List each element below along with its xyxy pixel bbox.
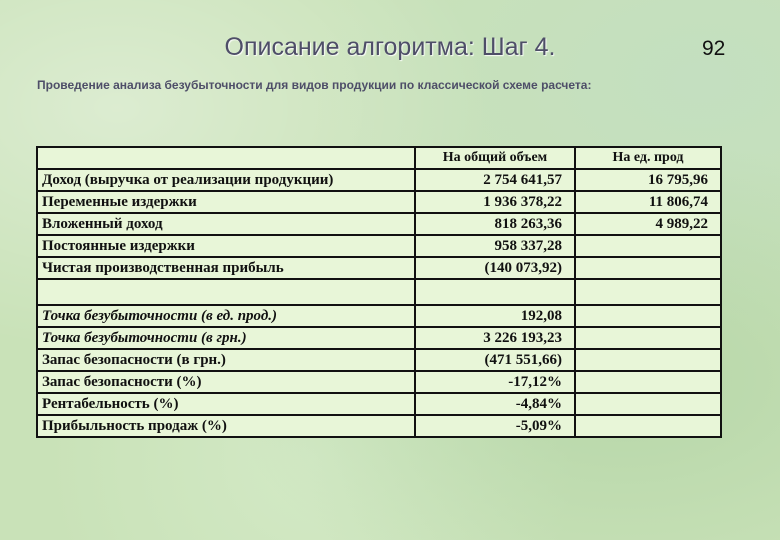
row-unit-cell	[575, 349, 721, 371]
header-cell-empty	[37, 147, 415, 169]
table-row	[37, 349, 721, 371]
row-label-cell: Точка безубыточности (в грн.)	[37, 327, 415, 349]
row-total-cell: 192,08	[415, 305, 575, 327]
row-label-cell: Точка безубыточности (в ед. прод.)	[37, 305, 415, 327]
row-total-cell: 958 337,28	[415, 235, 575, 257]
row-total-cell: -4,84%	[415, 393, 575, 415]
slide-subtitle: Проведение анализа безубыточности для видов продукции по классической схеме расчета:	[37, 78, 592, 92]
table-row	[37, 257, 721, 279]
table-row	[37, 393, 721, 415]
row-label-cell: Чистая производственная прибыль	[37, 257, 415, 279]
row-label-cell: Доход (выручка от реализации продукции)	[37, 169, 415, 191]
table-row	[37, 371, 721, 393]
row-label-cell: Рентабельность (%)	[37, 393, 415, 415]
breakeven-table	[36, 146, 722, 438]
row-unit-cell	[575, 415, 721, 437]
table-row	[37, 415, 721, 437]
row-label-cell: Постоянные издержки	[37, 235, 415, 257]
row-unit-cell: 11 806,74	[575, 191, 721, 213]
row-unit-cell	[575, 393, 721, 415]
row-total-cell	[415, 279, 575, 305]
page-number: 92	[702, 37, 726, 60]
row-unit-cell	[575, 235, 721, 257]
row-total-cell: 3 226 193,23	[415, 327, 575, 349]
row-unit-cell	[575, 371, 721, 393]
row-unit-cell	[575, 327, 721, 349]
table-row	[37, 169, 721, 191]
row-label-cell: Запас безопасности (%)	[37, 371, 415, 393]
row-total-cell: 818 263,36	[415, 213, 575, 235]
table-row	[37, 279, 721, 305]
header-cell-unit: На ед. прод	[575, 147, 721, 169]
row-total-cell: 1 936 378,22	[415, 191, 575, 213]
row-label-cell	[37, 279, 415, 305]
table-row	[37, 235, 721, 257]
table-header-row	[37, 147, 721, 169]
table-row	[37, 191, 721, 213]
row-total-cell: (140 073,92)	[415, 257, 575, 279]
row-label-cell: Переменные издержки	[37, 191, 415, 213]
table-row	[37, 327, 721, 349]
table-row	[37, 305, 721, 327]
row-unit-cell	[575, 257, 721, 279]
row-label-cell: Прибыльность продаж (%)	[37, 415, 415, 437]
slide-title: Описание алгоритма: Шаг 4.	[224, 33, 556, 61]
row-total-cell: -5,09%	[415, 415, 575, 437]
row-total-cell: 2 754 641,57	[415, 169, 575, 191]
row-unit-cell: 4 989,22	[575, 213, 721, 235]
row-unit-cell	[575, 279, 721, 305]
row-unit-cell	[575, 305, 721, 327]
row-label-cell: Запас безопасности (в грн.)	[37, 349, 415, 371]
row-unit-cell: 16 795,96	[575, 169, 721, 191]
row-label-cell: Вложенный доход	[37, 213, 415, 235]
row-total-cell: -17,12%	[415, 371, 575, 393]
table-row	[37, 213, 721, 235]
row-total-cell: (471 551,66)	[415, 349, 575, 371]
header-cell-total: На общий объем	[415, 147, 575, 169]
